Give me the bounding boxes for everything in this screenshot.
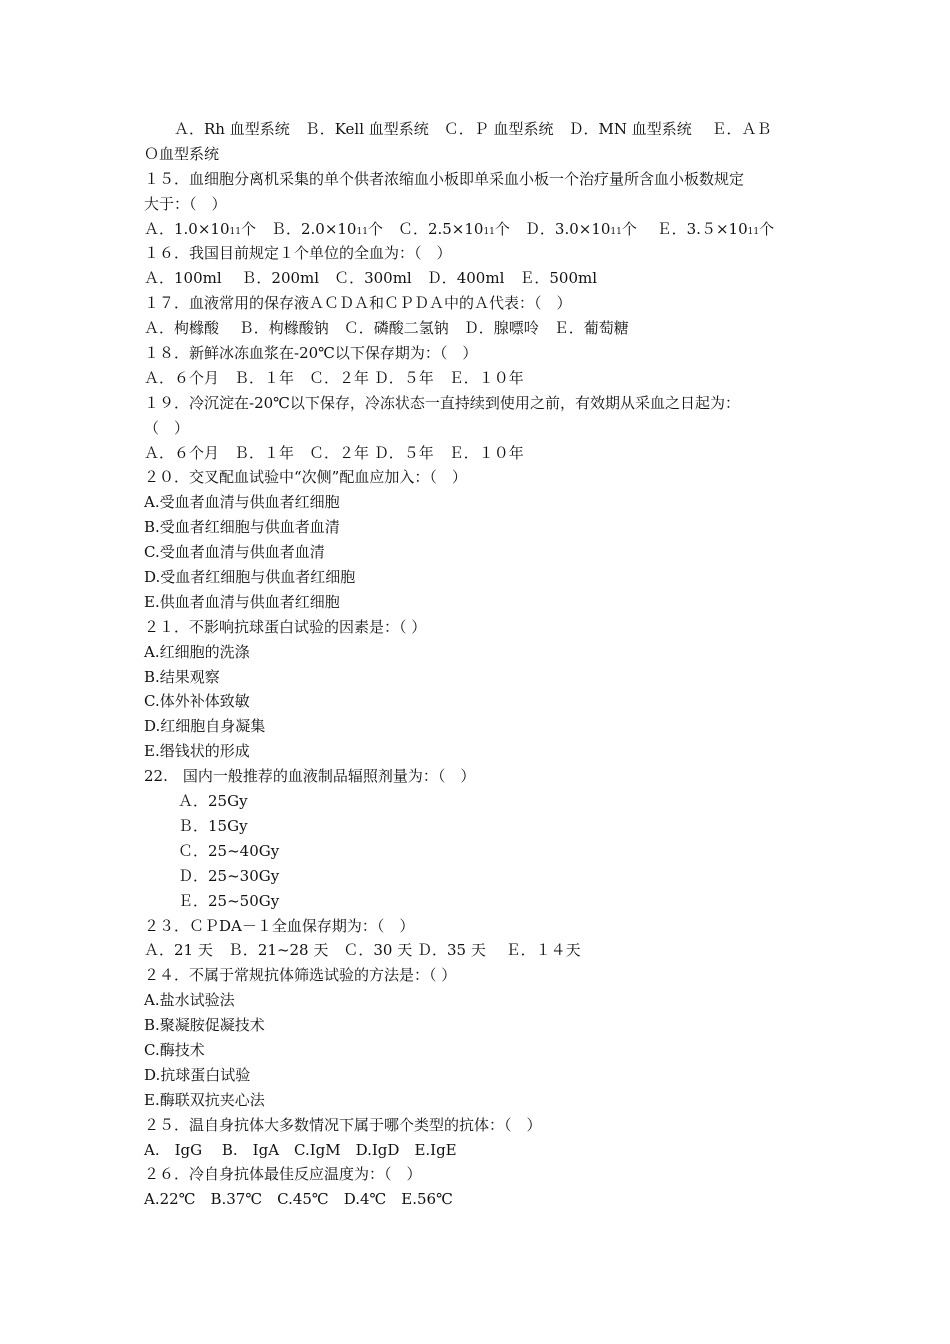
opt-text: 个: [759, 219, 775, 238]
option-line: B.结果观察: [144, 667, 220, 686]
document-body: [144, 117, 812, 1212]
options-26: A.22℃ B.37℃ C.45℃ D.4℃ E.56℃: [144, 1190, 453, 1209]
option-line: C.酶技术: [144, 1040, 205, 1059]
options-25: A. IgG B. IgA C.IgM D.IgD E.IgE: [144, 1140, 457, 1159]
option-line: E.酶联双抗夹心法: [144, 1090, 265, 1109]
option-line: Ｄ．25~30Gy: [178, 866, 280, 885]
option-line: C.受血者血清与供血者血清: [144, 543, 325, 562]
options-17: Ａ．枸橼酸 Ｂ．枸橼酸钠 Ｃ．磷酸二氢钠 Ｄ．腺嘌呤 Ｅ．葡萄糖: [144, 319, 629, 338]
question-25: ２５．温自身抗体大多数情况下属于哪个类型的抗体：（ ）: [144, 1115, 542, 1134]
opt-text: 个 Ｅ．3.５×10: [621, 219, 748, 238]
opt-text: 个 Ｄ．3.0×10: [494, 219, 611, 238]
question-18: １８．新鲜冰冻血浆在-20℃以下保存期为：（ ）: [144, 344, 478, 363]
opt-text: Ａ．1.0×10: [144, 219, 230, 238]
exp-text: 11: [483, 226, 495, 237]
option-line: C.体外补体致敏: [144, 692, 250, 711]
option-line: Ｂ．15Gy: [178, 816, 248, 835]
question-21: ２１．不影响抗球蛋白试验的因素是：（ ）: [144, 617, 427, 636]
text-line: （ ）: [144, 418, 190, 437]
text-line: Ｏ血型系统: [144, 144, 220, 163]
option-line: D.抗球蛋白试验: [144, 1065, 251, 1084]
question-16: １６．我国目前规定１个单位的全血为：（ ）: [144, 244, 452, 263]
exp-text: 11: [356, 226, 368, 237]
question-17: １７．血液常用的保存液ＡＣＤＡ和ＣＰＤＡ中的Ａ代表：（ ）: [144, 294, 572, 313]
question-23: ２３．ＣＰDA－１全血保存期为：（ ）: [144, 916, 415, 935]
option-line: Ｃ．25~40Gy: [178, 841, 280, 860]
options-15: [144, 217, 812, 242]
option-line: A.受血者血清与供血者红细胞: [144, 493, 340, 512]
option-line: D.受血者红细胞与供血者红细胞: [144, 568, 356, 587]
opt-text: 个 Ｃ．2.5×10: [367, 219, 484, 238]
question-22: 22. 国内一般推荐的血液制品辐照剂量为：（ ）: [144, 767, 476, 786]
option-line: B.聚凝胺促凝技术: [144, 1016, 265, 1035]
text-line: 大于：（ ）: [144, 194, 227, 213]
option-line: A.盐水试验法: [144, 991, 235, 1010]
option-line: Ｅ．25~50Gy: [178, 891, 280, 910]
question-19: １９．冷沉淀在-20℃以下保存，冷冻状态一直持续到使用之前，有效期从采血之日起为：: [144, 393, 740, 412]
option-line: B.受血者红细胞与供血者血清: [144, 518, 340, 537]
option-line: D.红细胞自身凝集: [144, 717, 266, 736]
option-line: A.红细胞的洗涤: [144, 642, 250, 661]
question-20: ２０．交叉配血试验中“次侧”配血应加入：（ ）: [144, 468, 467, 487]
options-19: Ａ．６个月 Ｂ．１年 Ｃ．２年 Ｄ．５年 Ｅ．１０年: [144, 443, 524, 462]
text-line: Ａ．Rh 血型系统 Ｂ．Kell 血型系统 Ｃ．Ｐ 血型系统 Ｄ．MN 血型系统 Ｅ．ＡＢ: [144, 120, 772, 138]
option-line: Ａ．25Gy: [178, 792, 248, 811]
question-24: ２４．不属于常规抗体筛选试验的方法是：（ ）: [144, 966, 457, 985]
options-23: Ａ．21 天 Ｂ．21~28 天 Ｃ．30 天 Ｄ．35 天 Ｅ．１４天: [144, 941, 581, 960]
exp-text: 11: [747, 226, 760, 237]
exp-text: 11: [229, 226, 241, 237]
option-line: E.缗钱状的形成: [144, 742, 250, 761]
opt-text: 个 Ｂ．2.0×10: [240, 219, 357, 238]
exp-text: 11: [610, 226, 622, 237]
question-15: １５．血细胞分离机采集的单个供者浓缩血小板即单采血小板一个治疗量所含血小板数规定: [144, 169, 745, 188]
options-16: Ａ．100ml Ｂ．200ml Ｃ．300ml Ｄ．400ml Ｅ．500ml: [144, 269, 598, 288]
options-18: Ａ．６个月 Ｂ．１年 Ｃ．２年 Ｄ．５年 Ｅ．１０年: [144, 368, 524, 387]
question-26: ２６．冷自身抗体最佳反应温度为：（ ）: [144, 1165, 422, 1184]
option-line: E.供血者血清与供血者红细胞: [144, 592, 340, 611]
